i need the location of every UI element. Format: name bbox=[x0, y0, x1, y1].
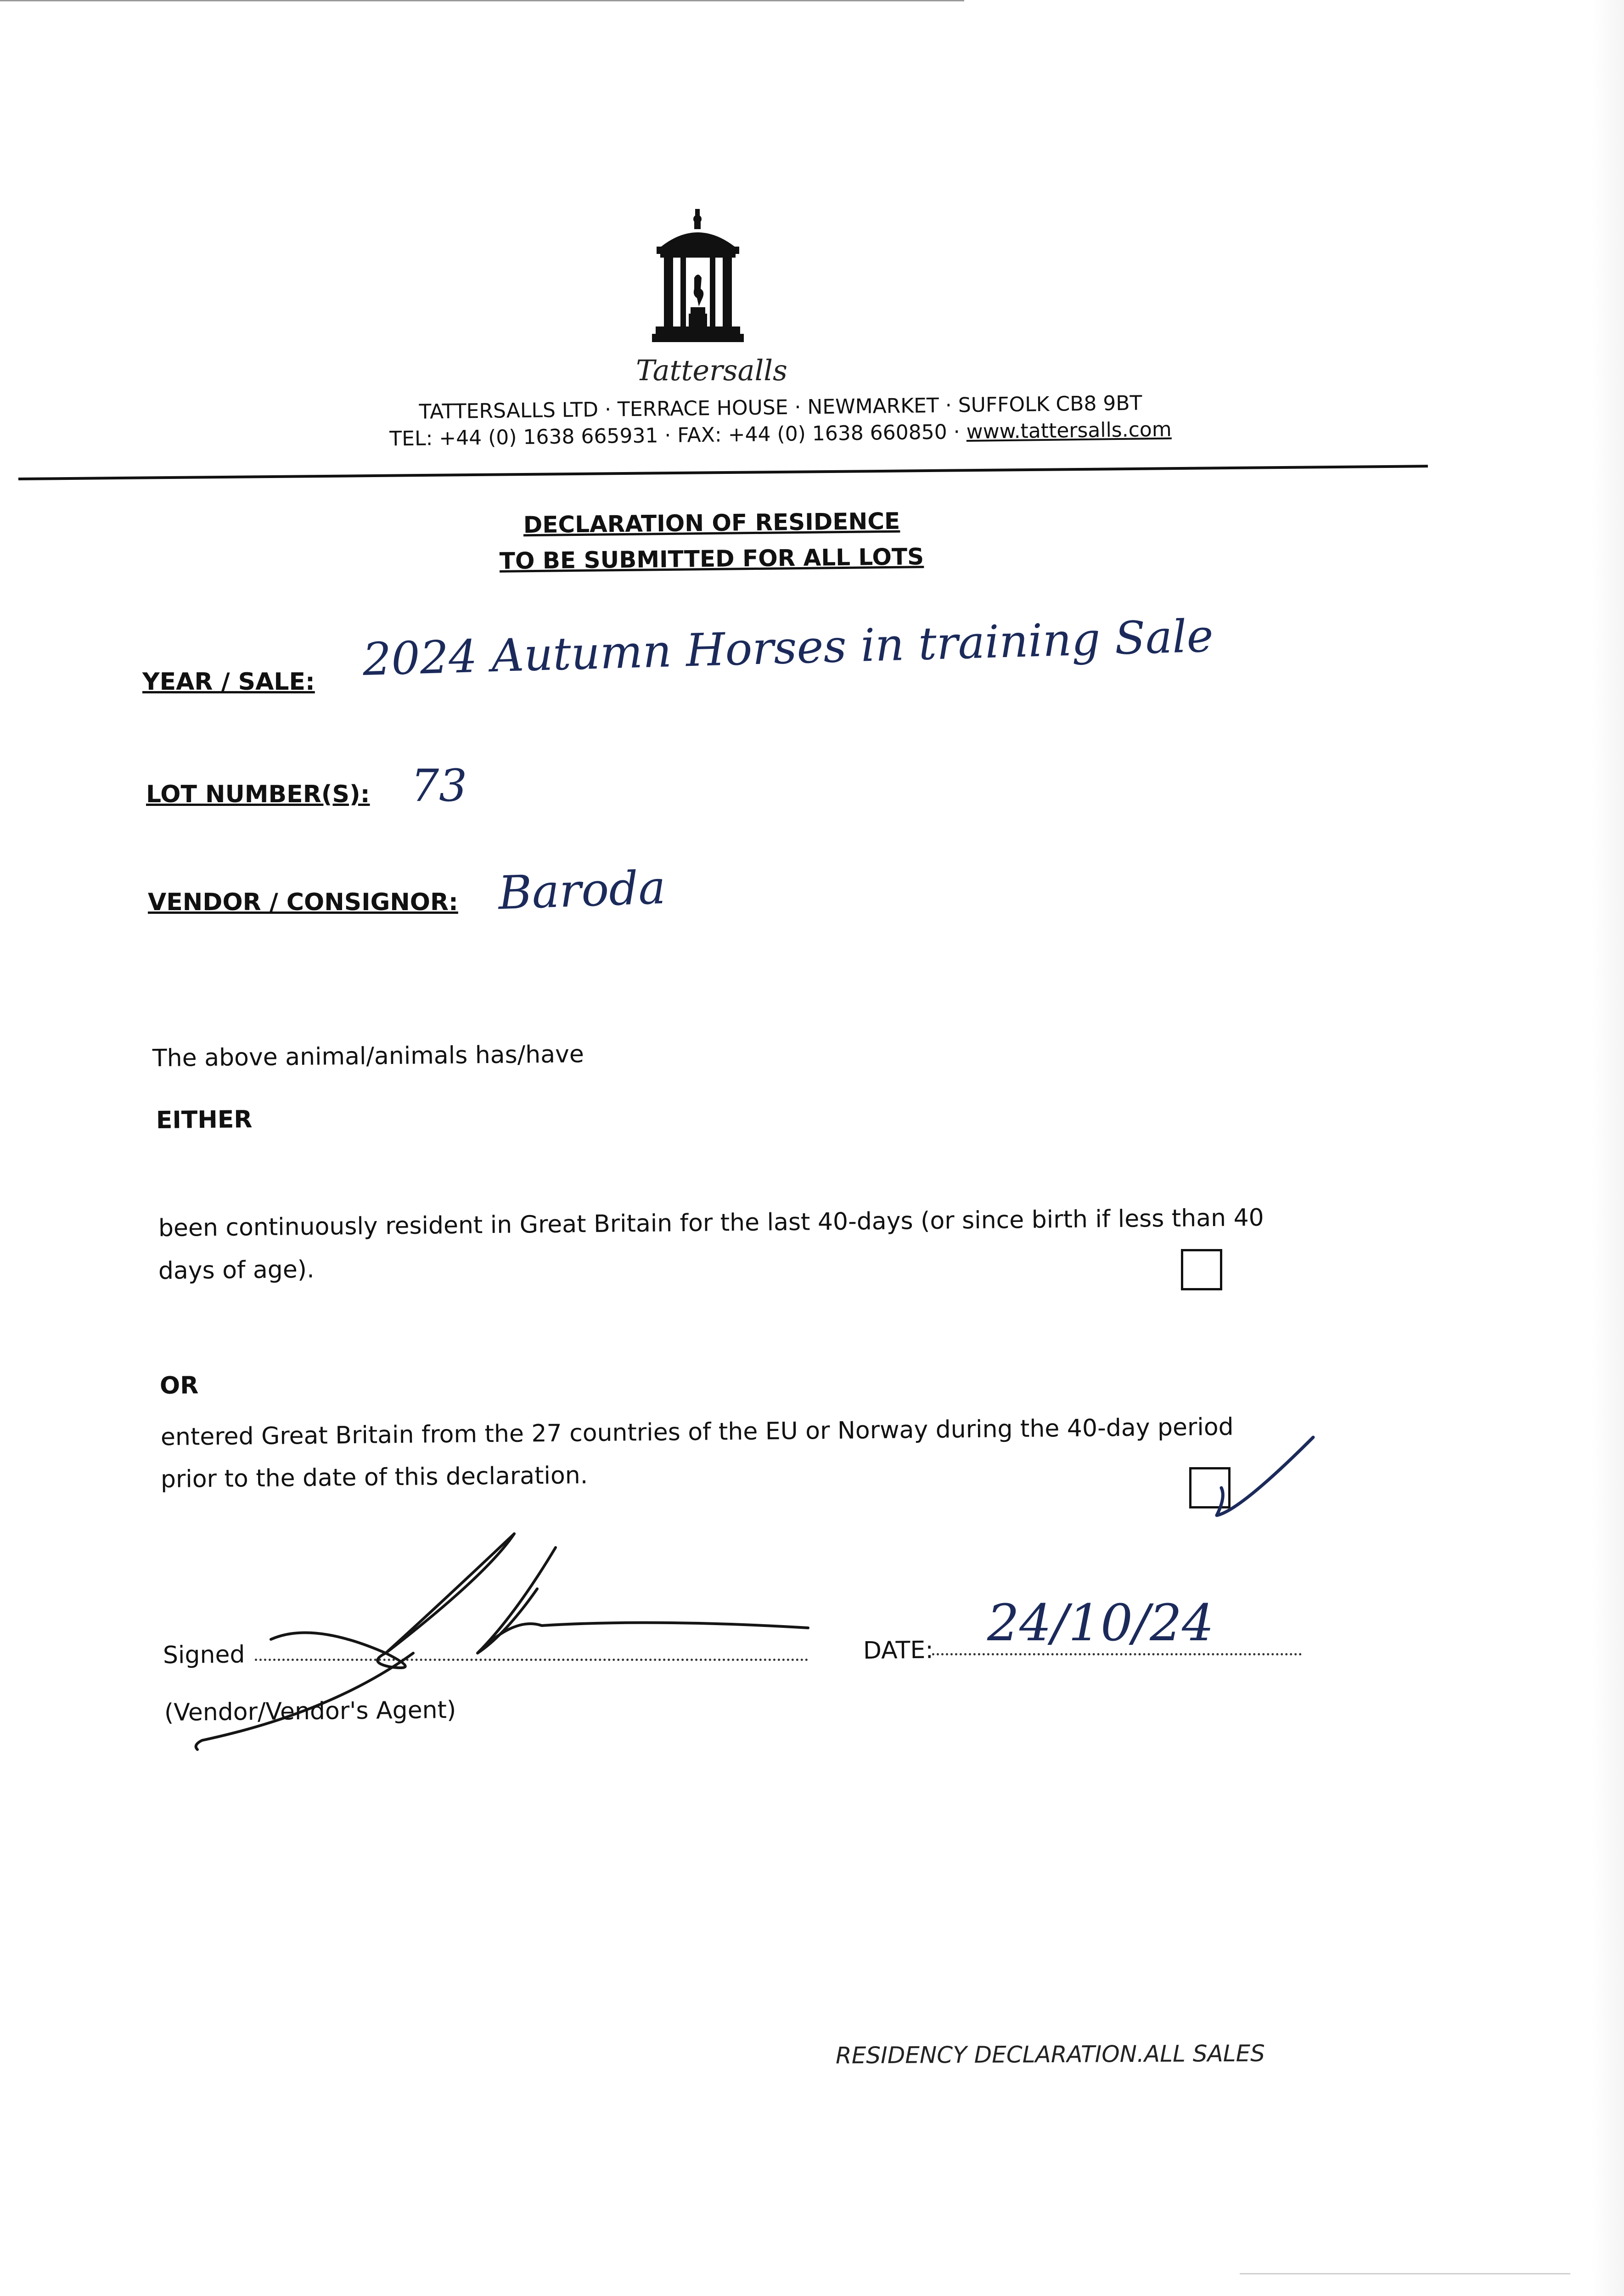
form-title: DECLARATION OF RESIDENCE bbox=[523, 507, 900, 539]
vendor-consignor-label: VENDOR / CONSIGNOR: bbox=[148, 889, 458, 916]
either-heading: EITHER bbox=[156, 1105, 253, 1134]
form-subtitle: TO BE SUBMITTED FOR ALL LOTS bbox=[499, 543, 924, 574]
date-value[interactable]: 24/10/24 bbox=[987, 1593, 1214, 1652]
address-line: TATTERSALLS LTD · TERRACE HOUSE · NEWMARKET · SUFFOLK CB8 9BT bbox=[419, 391, 1142, 424]
option2-text-line2: prior to the date of this declaration. bbox=[160, 1462, 588, 1493]
year-sale-label: YEAR / SALE: bbox=[142, 668, 315, 696]
lot-number-label: LOT NUMBER(S): bbox=[146, 781, 370, 808]
tattersalls-rotunda-logo bbox=[652, 209, 744, 351]
brand-name: Tattersalls bbox=[636, 354, 787, 387]
or-heading: OR bbox=[159, 1372, 199, 1400]
option1-text-line2: days of age). bbox=[158, 1255, 315, 1285]
date-label: DATE: bbox=[863, 1636, 934, 1665]
date-line bbox=[932, 1653, 1302, 1655]
signatory-role: (Vendor/Vendor's Agent) bbox=[164, 1696, 456, 1727]
contact-numbers: TEL: +44 (0) 1638 665931 · FAX: +44 (0) 1638 660850 · bbox=[389, 420, 967, 451]
option1-text-line1: been continuously resident in Great Britain for the last 40-days (or since birth if less than 40 bbox=[158, 1204, 1264, 1242]
footer-reference: RESIDENCY DECLARATION.ALL SALES bbox=[835, 2040, 1265, 2069]
vendor-consignor-value[interactable]: Baroda bbox=[497, 860, 667, 920]
website-link[interactable]: www.tattersalls.com bbox=[966, 417, 1172, 444]
year-sale-value[interactable]: 2024 Autumn Horses in training Sale bbox=[362, 610, 1214, 686]
lot-number-value[interactable]: 73 bbox=[411, 760, 467, 811]
option2-text-line1: entered Great Britain from the 27 countries of the EU or Norway during the 40-day period bbox=[160, 1413, 1234, 1451]
intro-text: The above animal/animals has/have bbox=[152, 1040, 584, 1072]
option1-checkbox[interactable] bbox=[1181, 1249, 1222, 1290]
option2-check-mark-icon bbox=[1175, 1428, 1322, 1529]
scan-right-edge bbox=[1592, 0, 1624, 2296]
signed-label: Signed bbox=[163, 1641, 245, 1669]
scan-top-edge bbox=[0, 0, 964, 1]
header-divider bbox=[18, 465, 1428, 480]
scan-bottom-line bbox=[1240, 2273, 1570, 2274]
